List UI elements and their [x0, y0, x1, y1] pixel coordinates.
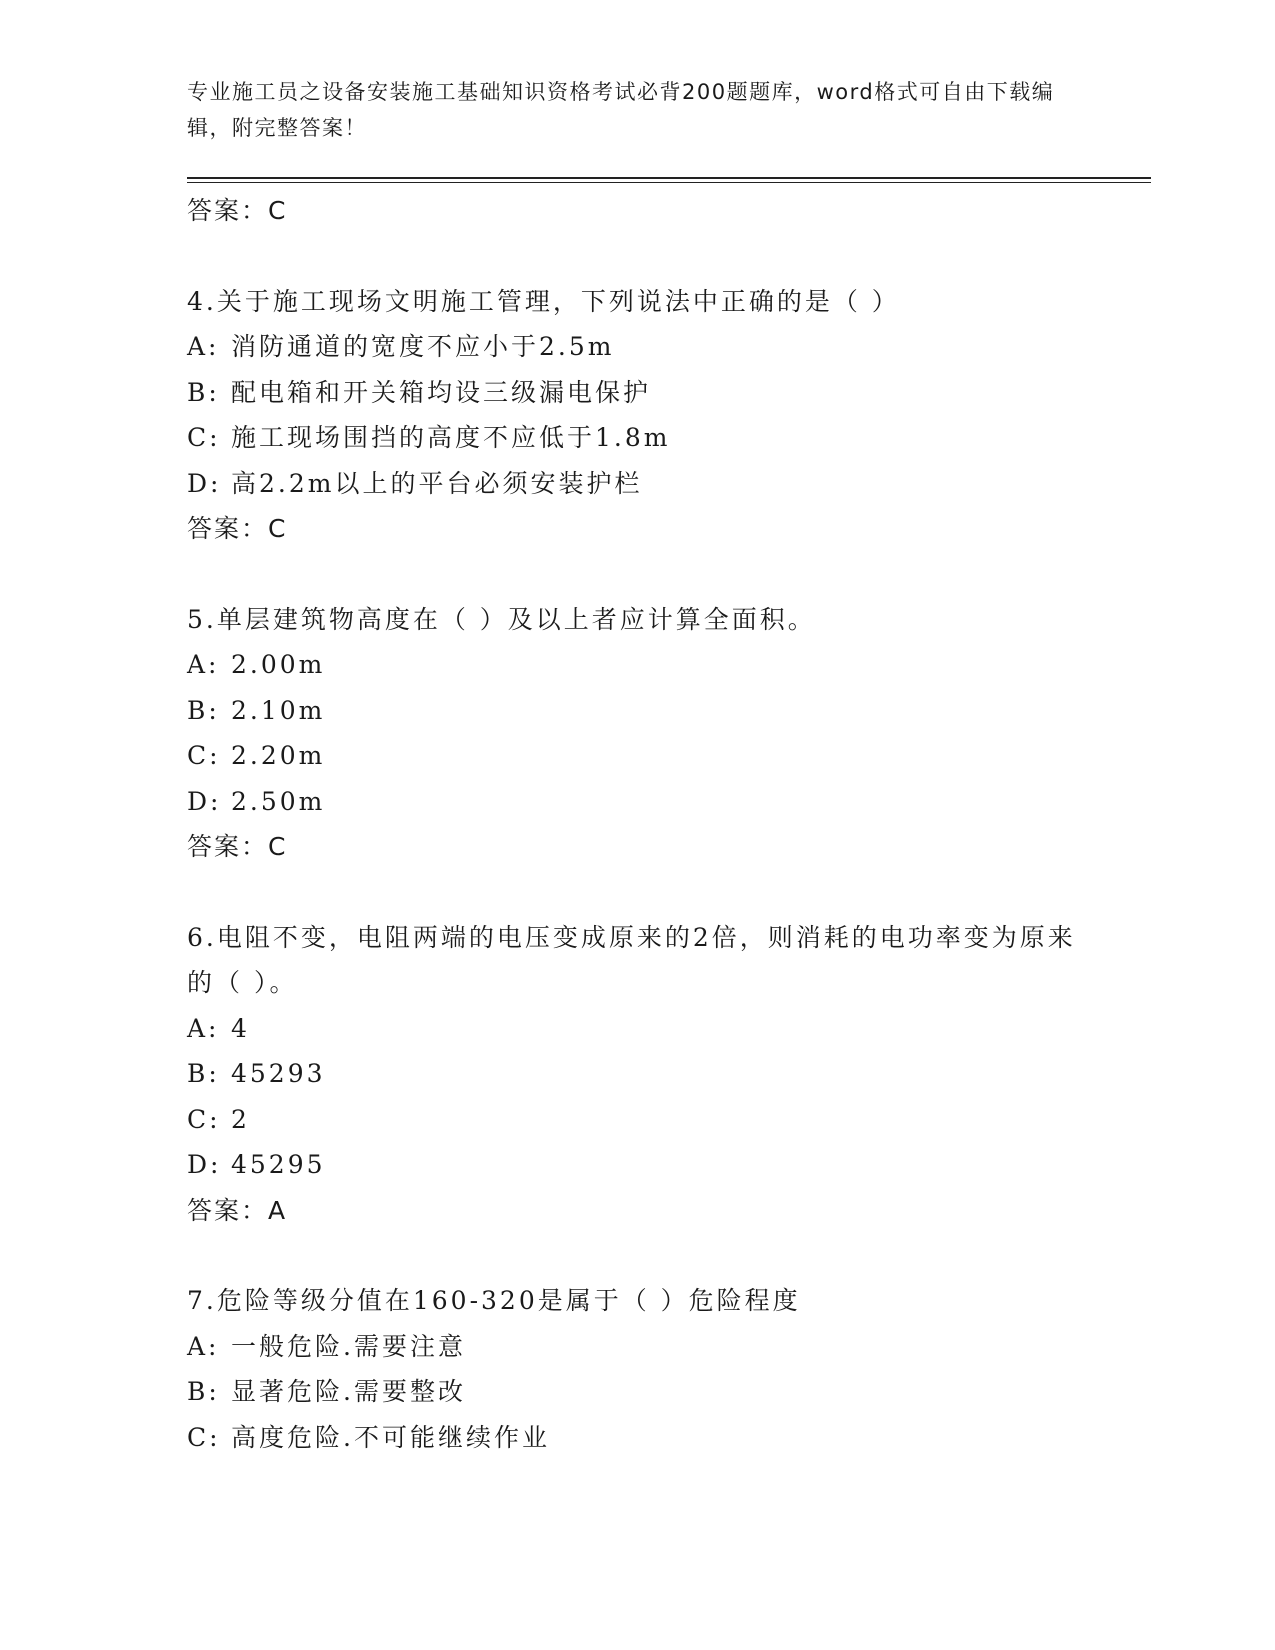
option-d [187, 461, 1147, 507]
option-c [187, 733, 1147, 779]
option-letter: A: [187, 1331, 220, 1361]
option-b [187, 688, 1147, 734]
option-d [187, 779, 1147, 825]
previous-answer: 答案：C [187, 196, 288, 225]
option-text: 配电箱和开关箱均设三级漏电保护 [231, 377, 652, 407]
option-d [187, 1142, 1147, 1188]
header-divider-thick [187, 177, 1151, 179]
option-text: 2.10m [231, 695, 326, 725]
option-letter: B: [187, 377, 220, 407]
option-text: 消防通道的宽度不应小于2.5m [231, 332, 615, 361]
option-letter: B: [187, 695, 220, 725]
option-letter: D: [187, 468, 222, 498]
answer-line: 答案：C [187, 514, 288, 543]
question-text: 4.关于施工现场文明施工管理，下列说法中正确的是（ ） [187, 286, 900, 316]
answer-line: 答案：A [187, 1195, 288, 1225]
option-letter: A: [187, 650, 220, 679]
option-a [187, 1006, 1147, 1052]
option-text: 2.00m [231, 650, 326, 679]
option-letter: D: [187, 786, 222, 816]
option-c [187, 1097, 1147, 1143]
answer-line: 答案：C [187, 832, 288, 861]
question-list [187, 188, 1147, 1460]
option-text: 高度危险.不可能继续作业 [231, 1422, 550, 1452]
option-letter: C: [187, 423, 221, 452]
header-divider-thin [187, 182, 1151, 183]
option-text: 2.50m [231, 786, 326, 816]
question-text: 5.单层建筑物高度在（ ）及以上者应计算全面积。 [187, 604, 816, 634]
option-b [187, 1369, 1147, 1415]
option-b [187, 370, 1147, 416]
option-a [187, 324, 1147, 370]
option-letter: C: [187, 741, 221, 770]
option-text: 45293 [231, 1059, 326, 1088]
option-c [187, 1415, 1147, 1461]
option-a [187, 642, 1147, 688]
option-letter: B: [187, 1377, 220, 1406]
question-text: 7.危险等级分值在160-320是属于（ ）危险程度 [187, 1286, 801, 1315]
option-letter: C: [187, 1104, 221, 1134]
question-7 [187, 1278, 1147, 1460]
option-letter: A: [187, 1013, 220, 1043]
question-text: 6.电阻不变，电阻两端的电压变成原来的2倍，则消耗的电功率变为原来的（ ）。 [187, 922, 1076, 997]
option-text: 一般危险.需要注意 [231, 1331, 466, 1361]
option-letter: B: [187, 1059, 220, 1088]
option-text: 2.20m [231, 741, 326, 770]
option-a [187, 1324, 1147, 1370]
option-text: 45295 [231, 1150, 326, 1179]
option-text: 显著危险.需要整改 [231, 1377, 466, 1406]
question-4 [187, 279, 1147, 552]
option-letter: D: [187, 1150, 222, 1179]
question-6 [187, 915, 1147, 1234]
option-text: 施工现场围挡的高度不应低于1.8m [231, 423, 671, 452]
document-header: 专业施工员之设备安装施工基础知识资格考试必背200题题库，word格式可自由下载编辑，附完整答案！ [187, 80, 1055, 140]
option-text: 4 [231, 1013, 250, 1043]
option-text: 高2.2m以上的平台必须安装护栏 [231, 468, 643, 498]
option-c [187, 415, 1147, 461]
option-letter: A: [187, 332, 220, 361]
option-b [187, 1051, 1147, 1097]
question-5 [187, 597, 1147, 870]
option-letter: C: [187, 1422, 221, 1452]
option-text: 2 [231, 1104, 250, 1134]
